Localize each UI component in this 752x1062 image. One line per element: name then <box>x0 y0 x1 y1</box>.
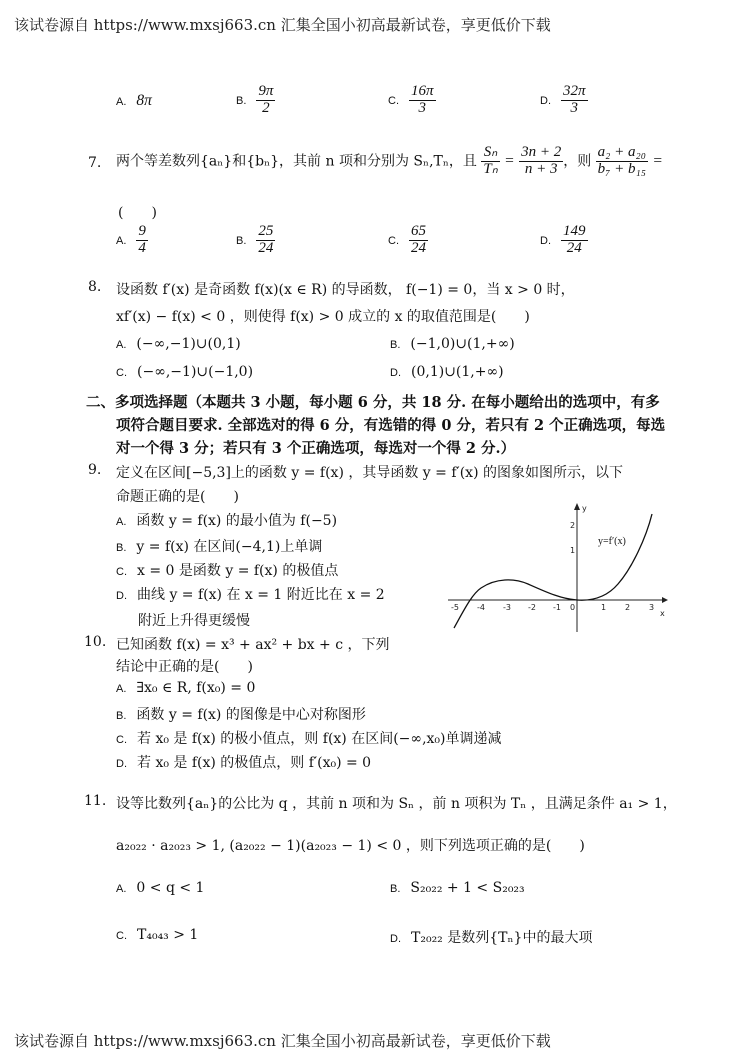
q9-number: 9. <box>88 462 102 478</box>
q8-number: 8. <box>88 279 102 295</box>
q7-stem: 两个等差数列{aₙ}和{bₙ}，其前 n 项和分别为 Sₙ,Tₙ，且 $\frac{\text{Sₙ}}{\text{Tₙ}}$ = $\frac{3n + 2}{n + 3}$ ，则 $\frac{\text{a₂ + a₂₀}}{\text{b₇ + b₁₅}}$ = <box>116 144 663 177</box>
x-tick: -3 <box>503 603 511 612</box>
q7-number: 7. <box>88 155 102 171</box>
q6-option-c: C. $\frac{16\pi}{3}$ <box>388 83 434 116</box>
section2-line1: 二、多项选择题（本题共 3 小题，每小题 6 分，共 18 分. 在每小题给出的选项中，有多 <box>86 394 660 411</box>
section2-line3: 对一个得 3 分；若只有 3 个正确选项，每选对一个得 2 分.） <box>116 440 516 457</box>
option-label: A. <box>116 96 127 108</box>
q7-option-a: A. $\frac{9}{4}$ <box>116 223 146 256</box>
q9-line2: 命题正确的是( ) <box>116 489 239 505</box>
q7-option-b: B. $\frac{25}{24}$ <box>236 223 274 256</box>
q8-option-c: C. (−∞,−1)∪(−1,0) <box>116 364 254 380</box>
q8-line2: xf′(x) − f(x) < 0 ，则使得 f(x) > 0 成立的 x 的取值范围是( ) <box>116 309 530 325</box>
q11-line2: a₂₀₂₂ · a₂₀₂₃ > 1, (a₂₀₂₂ − 1)(a₂₀₂₃ − 1) < 0 ，则下列选项正确的是( ) <box>116 838 585 854</box>
x-tick: -4 <box>477 603 485 612</box>
q10-line2: 结论中正确的是( ) <box>116 659 253 675</box>
q7-option-c: C. $\frac{65}{24}$ <box>388 223 426 256</box>
x-tick: -5 <box>451 603 459 612</box>
q11-option-a: A. 0 < q < 1 <box>116 880 205 896</box>
x-axis-arrow <box>662 597 668 603</box>
curve-label: y=f′(x) <box>598 536 626 547</box>
q10-option-b: B. 函数 y = f(x) 的图像是中心对称图形 <box>116 707 366 723</box>
q11-option-d: D. T₂₀₂₂ 是数列{Tₙ}中的最大项 <box>390 930 593 946</box>
x-tick: 0 <box>570 603 576 612</box>
q9-option-c: C. x = 0 是函数 y = f(x) 的极值点 <box>116 563 339 579</box>
q10-option-d: D. 若 x₀ 是 f(x) 的极值点，则 f′(x₀) = 0 <box>116 755 372 771</box>
q8-option-d: D. (0,1)∪(1,+∞) <box>390 364 504 380</box>
q6-option-b: B. $\frac{9\pi}{2}$ <box>236 83 274 116</box>
q10-line1: 已知函数 f(x) = x³ + ax² + bx + c ，下列 <box>116 637 390 653</box>
y-tick: 2 <box>570 521 576 530</box>
x-tick: -1 <box>553 603 561 612</box>
q9-option-d: D. 曲线 y = f(x) 在 x = 1 附近比在 x = 2 <box>116 587 385 603</box>
q9-option-b: B. y = f(x) 在区间(−4,1)上单调 <box>116 539 323 555</box>
q10-option-a: A. ∃x₀ ∈ R, f(x₀) = 0 <box>116 680 256 696</box>
q8-line1: 设函数 f′(x) 是奇函数 f(x)(x ∈ R) 的导函数， f(−1) = 0，当 x > 0 时， <box>116 282 575 298</box>
q11-option-c: C. T₄₀₄₃ > 1 <box>116 927 199 943</box>
section2-line2: 项符合题目要求. 全部选对的得 6 分，有选错的得 0 分，若只有 2 个正确选项，每选 <box>116 417 666 434</box>
x-tick: -2 <box>528 603 536 612</box>
q7-answer-paren: ( ) <box>118 205 157 221</box>
y-axis-arrow <box>574 503 580 510</box>
q7-option-d: D. $\frac{149}{24}$ <box>540 223 586 256</box>
q11-line1: 设等比数列{aₙ}的公比为 q ，其前 n 项和为 Sₙ ，前 n 项积为 Tₙ ，且满足条件 a₁ > 1， <box>116 796 677 812</box>
q11-number: 11. <box>84 793 107 809</box>
q10-option-c: C. 若 x₀ 是 f(x) 的极小值点，则 f(x) 在区间(−∞,x₀)单调递减 <box>116 731 502 747</box>
x-tick: 2 <box>625 603 631 612</box>
q6-option-d: D. $\frac{32\pi}{3}$ <box>540 83 586 116</box>
x-tick: 1 <box>601 603 607 612</box>
q9-option-a: A. 函数 y = f(x) 的最小值为 f(−5) <box>116 513 338 529</box>
derivative-graph <box>446 498 672 634</box>
page-header: 该试卷源自 https://www.mxsj663.cn 汇集全国小初高最新试卷，享更低价下载 <box>14 16 551 34</box>
q9-line1: 定义在区间[−5,3]上的函数 y = f(x) ，其导函数 y = f′(x) 的图象如图所示，以下 <box>116 465 623 481</box>
q6-option-a: A. 8π <box>116 92 152 109</box>
q10-number: 10. <box>84 634 107 650</box>
x-axis-label: x <box>660 609 665 618</box>
q9-option-d-cont: 附近上升得更缓慢 <box>138 613 250 629</box>
x-tick: 3 <box>649 603 655 612</box>
y-axis-label: y <box>582 504 587 513</box>
q8-option-a: A. (−∞,−1)∪(0,1) <box>116 336 241 352</box>
y-tick: 1 <box>570 546 576 555</box>
page-footer: 该试卷源自 https://www.mxsj663.cn 汇集全国小初高最新试卷，享更低价下载 <box>14 1032 551 1050</box>
x-tick-labels <box>451 603 654 612</box>
q8-option-b: B. (−1,0)∪(1,+∞) <box>390 336 515 352</box>
q11-option-b: B. S₂₀₂₂ + 1 < S₂₀₂₃ <box>390 880 525 896</box>
